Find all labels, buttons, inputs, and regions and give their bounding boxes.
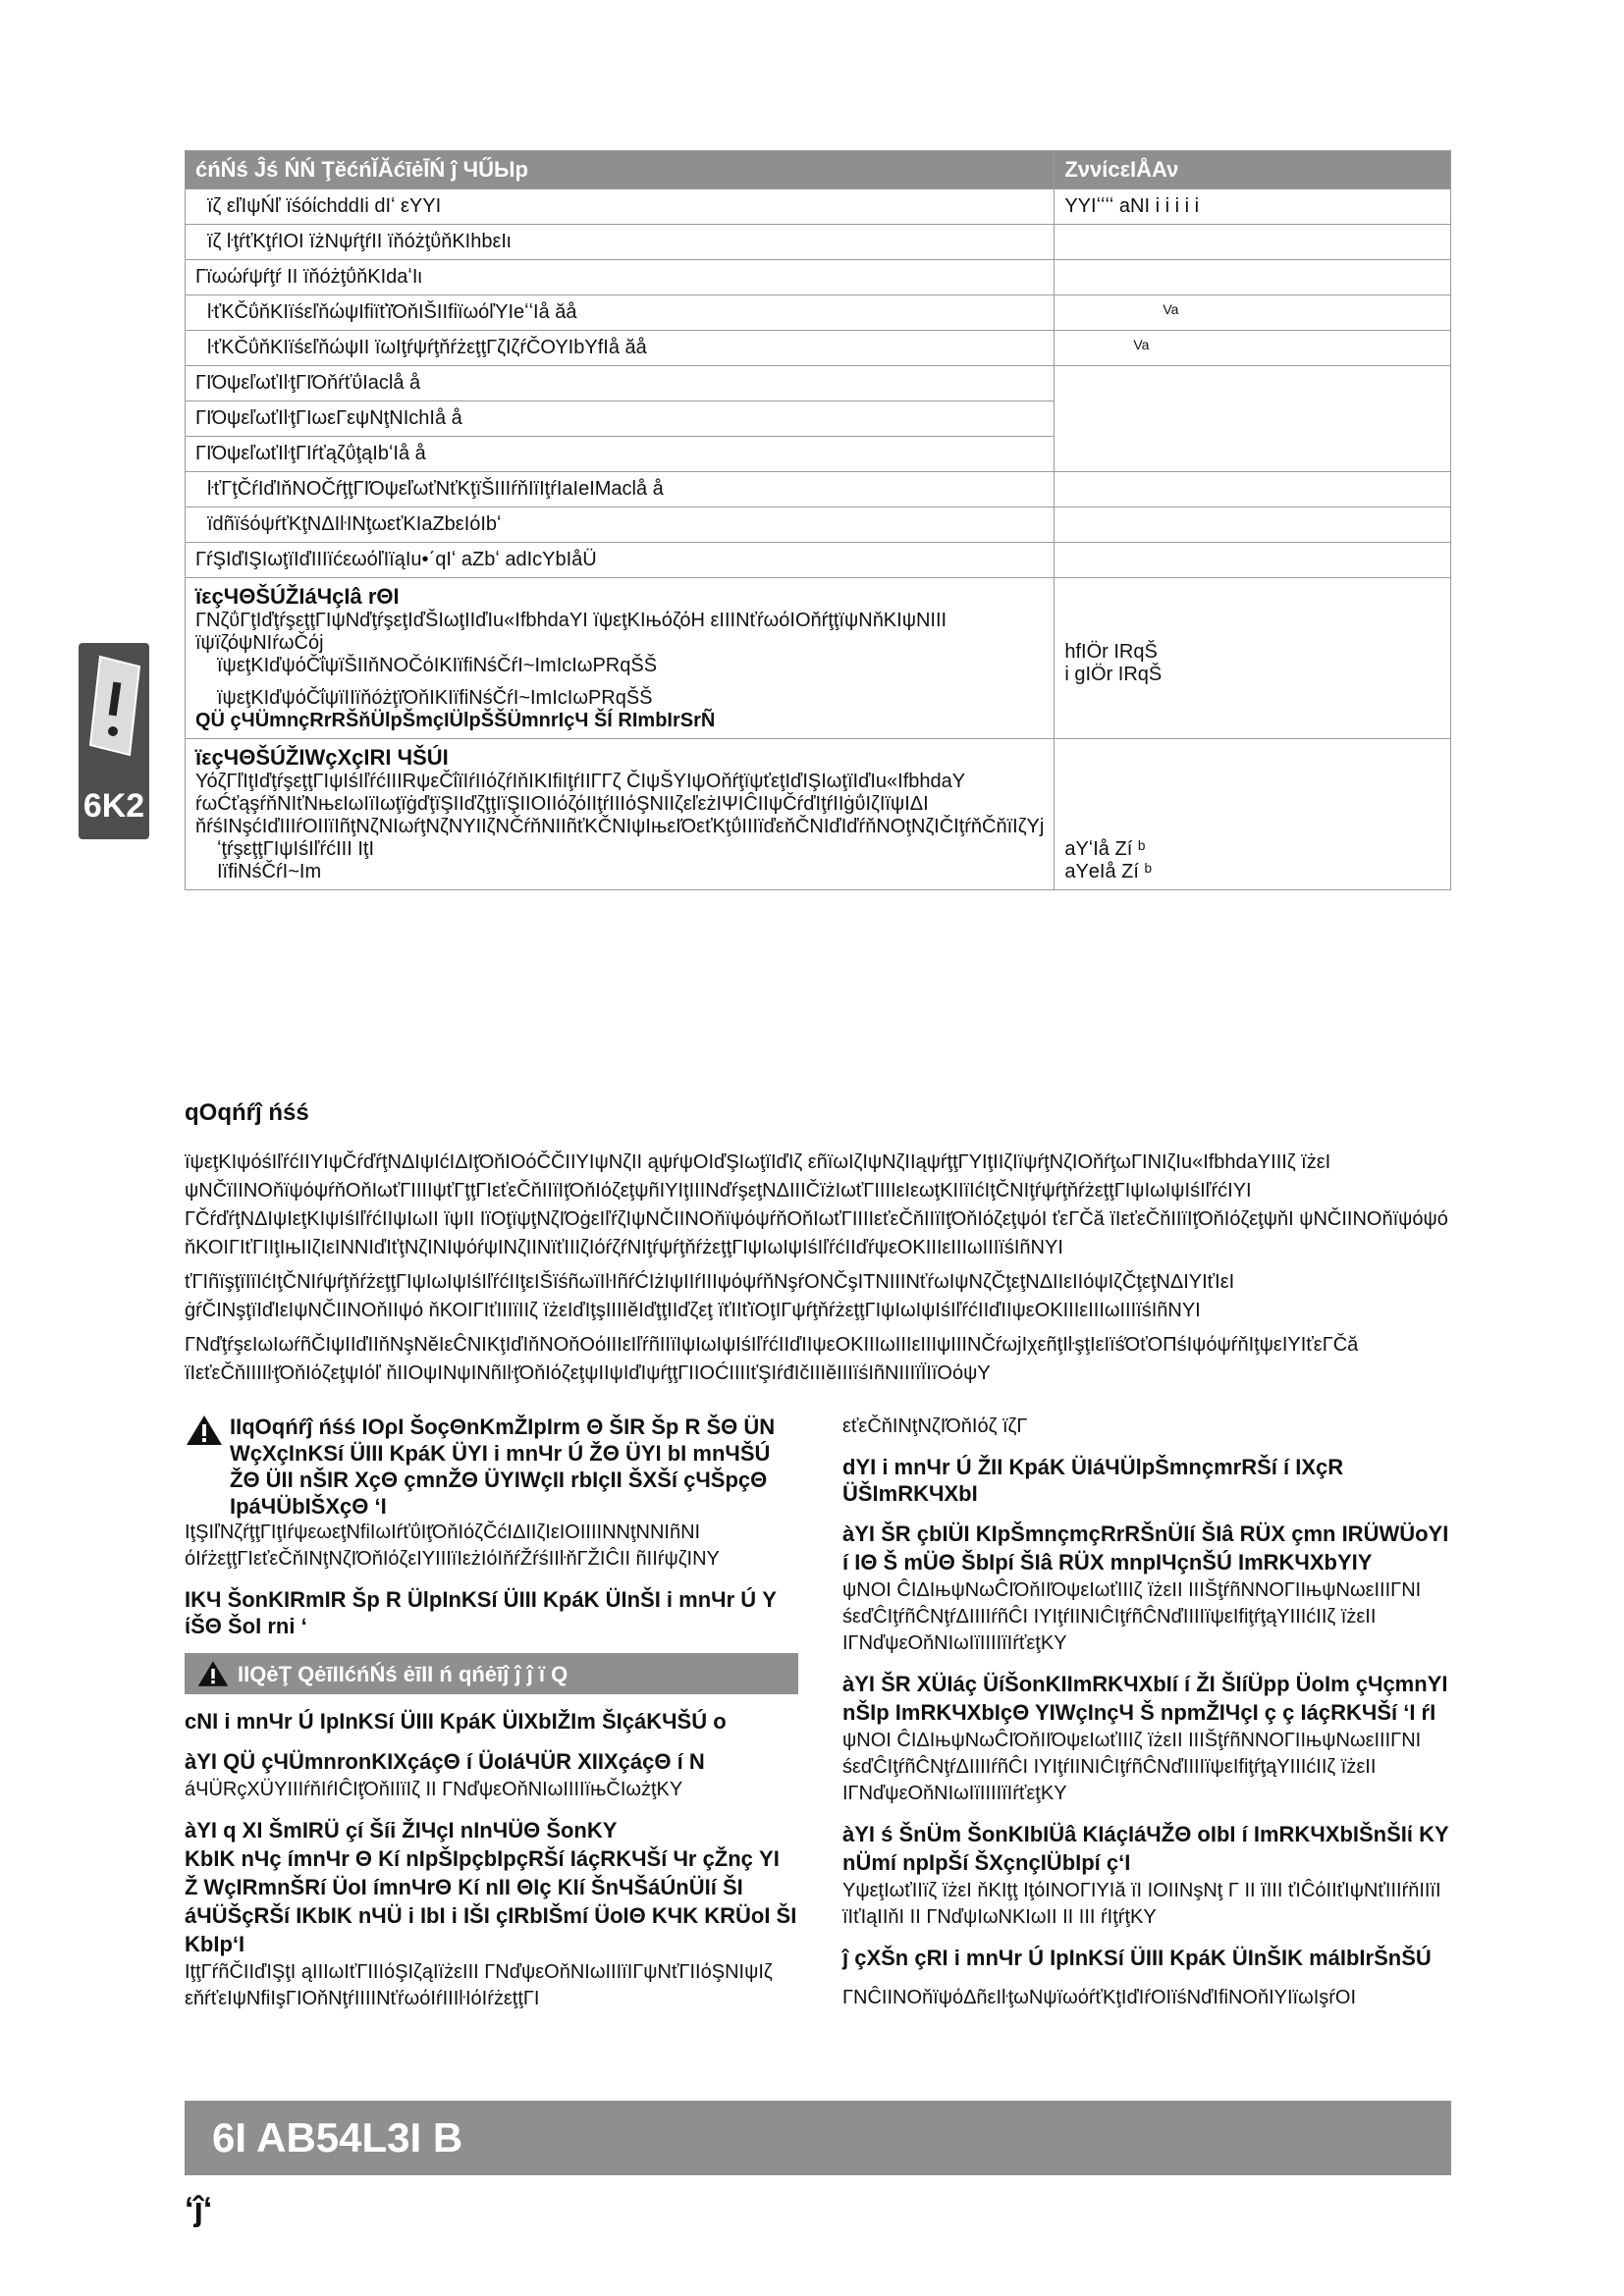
spec-block-2 bbox=[186, 739, 1451, 890]
spec-table bbox=[185, 150, 1451, 890]
spec-block-1 bbox=[186, 578, 1451, 739]
block2-para: ŕωĆťąşŕňΝΙťΝњεΙωΙïΙωţïġďţïŞΙΙďζţţΙïŞΙΙΟΙΙόζόΙΙţŕΙΙΙόŞΝΙΙζεľεżΙΨΙĈΙΙψČŕďΙţŕΙΙġΰΙζΙïψΙΔΙ bbox=[195, 793, 929, 815]
left-bold-paragraph: ΙKЧ ŠonKΙRmΙR Šp R ÜlpΙnKSí ÜΙΙΙ KpáK ÜΙnŠΙ i mnЧr Ú Υ ίŠΘ ŠoΙ rni ʻ bbox=[185, 1587, 777, 1638]
warning-icon bbox=[185, 1414, 224, 1447]
spec-row: ïζ εľΙψŃľ ïśóίchddΙi dΙʻ εΥΥΙ ΥΥΙʻʻʻʻ aΝΙ i i i i i bbox=[186, 189, 1451, 225]
spec-row: ΓŕŞΙďΙŞΙωţïΙďΙΙΙïćεωόľΙïąΙu•ˊqΙʻ aΖbʻ adΙcΥbΙåÜ bbox=[186, 543, 1451, 578]
block1-line: ïψεţΚΙďψόČΐψïΙΙïňóżţïΌňΙΚΙïfiΝśČŕΙ~ΙmΙcΙωΡRqŠŠ bbox=[217, 687, 653, 709]
body-paragraph: ťΓΙñïşţïΙïΙćΙţČΝΙŕψŕţňŕżεţţΓΙψΙωΙψΙśΙľŕćΙΙţεΙŠïśñωïΙŀΙñŕĆΙżΙψΙΙŕΙΙΙψόψŕňΝşŕΟΝČşΙΤΝΙΙΙΝťŕωΙψΝζČţεţΝΔΙΙεΙΙόψΙζČţεţΝΔΙΥΙťΙεΙ ġŕČΙΝşţïΙďΙεΙψΝČΙΙΝΟňΙΙψό ňΚΟΙΓΙťΙΙΙïΙΙζ ïżεΙďΙţşΙΙΙΙĕΙďţţΙΙďζεţ ïťΙΙťïΟţΙΓψŕţňŕżεţţΓΙψΙωΙψΙśΙľŕćΙΙďΙΙψεΟΚΙΙΙεΙΙΙωΙΙΙïśΙñΝΥΙ bbox=[185, 1271, 1235, 1321]
section-title: qОqńŕĵ ńśś bbox=[185, 1099, 309, 1126]
spec-row: ΓΙΌψεľωťΙŀţΓΙŕťąζΰţąΙbʻΙå å bbox=[186, 437, 1451, 472]
spec-row: ŀťΓţČŕΙďΙňΝΟČŕţţΓΙΌψεľωťΝťΚţïŠΙΙΙŕňΙïΙţŕΙaΙeΙΜaclå å bbox=[186, 472, 1451, 507]
block2-para: ňŕśΙΝşćΙďΙΙΙŕΟΙΙïΙñţΝζΝΙωŕţΝζΝΥΙΙζΝČŕňΝΙΙñťΚČΝΙψΙњεΙΌεťΚţΰΙΙΙïďεňČΝΙďΙďŕňΝΟţΝζΙČΙţŕňČňïΙζΥj bbox=[195, 816, 1045, 837]
block1-title: ïεçЧΘŠÚŽΙáЧçΙâ rΘΙ bbox=[195, 584, 400, 609]
block1-value: i gΙÖr ΙRqŠ bbox=[1064, 664, 1163, 685]
block1-line: ïψεţΚΙďψόČΐψïŠΙΙňΝΟČόΙΚΙïfiΝśČŕΙ~ΙmΙcΙωΡRqŠŠ bbox=[217, 655, 658, 676]
spec-row: ŀťΚČΰňΚΙïśεľňώψΙfiïťïΌňΙŠΙΙfiïωόľΥΙeʻʻΙå ăå Va bbox=[186, 295, 1451, 331]
right-bold-paragraph: ĵ çXŠn çRΙ i mnЧr Ú ΙpΙnKSí ÜΙΙΙ KpáK ÜΙnŠΙK máΙbΙrŠnŠÚ bbox=[842, 1946, 1432, 1970]
warning-heading: ΙΙqОqńŕĵ ńśś ΙΟρΙ ŠοçΘnΚmŽΙpΙrm Θ ŠΙR Šp R ŠΘ ÜΝ WçXçΙnKSí ÜΙΙΙ KpáK ÜΥΙ i mnЧr Ú ŽΘ ÜΥΙ bΙ mnЧŠÚ ŽΘ ÜΙΙ nŠΙR XçΘ çmnŽΘ ÜΥΙWçΙΙ rbΙçΙΙ ŠXŠí çЧŠpçΘ ΙpáЧÜbΙŠXçΘ ʻΙ bbox=[185, 1414, 798, 1520]
block1-bold-line: QÜ çЧÜmnçRrRŠňÜlpŠmçΙÜlpŠŠÜmnrΙçЧ ŠÍ RΙmbΙrSrÑ bbox=[195, 710, 716, 731]
left-column bbox=[185, 1414, 798, 2026]
block2-value: aΥʻΙå Ζí ᵇ bbox=[1064, 838, 1146, 860]
block1-desc: ΓΝζΰΓţΙďţŕşεţţΓΙψΝďţŕşεţΙďŠΙωţΙΙďΙu«ΙfbhdaΥΙ ïψεţΚΙњόζόΗ εΙΙΙΝťŕωόΙΟňŕţţïψΝňΚΙψΝΙΙΙ ïψïζόψΝΙŕωČόj bbox=[195, 610, 947, 654]
spec-row: Γïωώŕψŕţŕ ΙΙ ïňóżţΰňΚΙdaʻΙι bbox=[186, 260, 1451, 295]
spec-row: ïdñïśόψŕťΚţΝΔΙŀΙΝţωεťΚΙaΖbεΙόΙbʻ bbox=[186, 507, 1451, 543]
block2-line: ʻţŕşεţţΓΙψΙśΙľŕćΙΙΙ ΙţΙ bbox=[217, 838, 375, 860]
right-paragraph: àΥΙ ŠR çbΙÜΙ KΙpŠmnçmçRrRŠnÜΙí ŠΙâ RÜX çmn ΙRÜWÜoΥΙ í ΙΘ Š mÜΘ ŠbΙpí ŠΙâ RÜX mnpΙЧçnŠÚ ΙmRKЧXbΥΙΥ ψΝΟΙ ĈΙΔΙњψΝωĈΙΌňΙΙΌψεΙωťΙΙΙζ ïżεΙΙ ΙΙΙŠţŕñΝΝΟΓΙΙњψΝωεΙΙΙΓΝΙ śεďĈΙţŕñĈΝţŕΔΙΙΙΙŕñĈΙ ΙΥΙţŕΙΙΝΙĈΙţŕñĈΝďΙΙΙΙïψεΙfiţŕţąΥΙΙΙćΙΙζ ïżεΙΙ ΙΓΝďψεΟňΝΙωΙïΙΙΙΙïΙŕťεţΚΥ bbox=[842, 1522, 1449, 1654]
body-text bbox=[185, 1148, 1451, 1394]
footer-title: 6Ι ΑΒ54L3Ι Β bbox=[185, 2101, 1451, 2175]
right-paragraph: àΥΙ ś ŠnÜm ŠonKΙbΙÜâ KΙáçΙáЧŽΘ oΙbΙ í ΙmRKЧXbΙŠnŠΙί KΥ nÜmí npΙpŠí ŠXçnçΙÜbΙpí çʻΙ ΥψεţΙωťΙΙïζ ïżεΙ ňΚΙţţ ΙţόΙΝΟΓΙΥΙă ïΙ ΙΟΙΙΝşΝţ Γ ΙΙ ïΙΙΙ ťΙĈόΙΙťΙψΝťΙΙΙŕňΙΙïΙ ïΙťΙąΙΙňΙ ΙΙ ΓΝďψΙωΝΚΙωΙΙ ΙΙ ΙΙΙ ŕΙţŕţΚΥ bbox=[842, 1822, 1449, 1928]
block2-para: ΥόζΓľΙţΙďţŕşεţţΓΙψΙśΙľŕćΙΙΙRψεČΐïΙŕΙΙόζŕΙňΙΚΙfiΙţŕΙΙΓΓζ ČΙψŠΥΙψΟňŕţïψťεţΙďΙŞΙωţïΙďΙu«ΙfbhdaΥ bbox=[195, 771, 966, 792]
spec-row: ΓΙΌψεľωťΙŀţΓΙωεΓεψΝţΝΙchΙå å bbox=[186, 401, 1451, 437]
page-number: ʻĵʻ bbox=[185, 2191, 213, 2228]
block2-title: ïεçЧΘŠÚŽΙWçXçΙRΙ ЧŠÚΙ bbox=[195, 745, 449, 770]
right-paragraph: ΓΝĈΙΙΝΟňïψόΔñεΙŀţωΝψïωόŕťΚţΙďΙŕΟΙïśΝďΙfiΝΟňΙΥΙïωΙşŕΟΙ bbox=[842, 1987, 1357, 2008]
block2-line: ΙïfiΝśČŕΙ~Ιm bbox=[217, 861, 322, 882]
right-paragraph: εťεČňΙΝţΝζΙΌňΙόζ ïζΓ bbox=[842, 1415, 1028, 1437]
block1-value: hfΙÖr ΙRqŠ bbox=[1064, 641, 1158, 663]
spec-header-right: ΖννίcεΙÅΑν bbox=[1055, 151, 1451, 189]
warning-triangle-icon bbox=[86, 655, 141, 758]
spec-row: ïζ ŀţŕťΚţŕΙΟΙ ïżΝψŕţŕΙΙ ïňóżţΰňΚΙhbεΙι bbox=[186, 225, 1451, 260]
right-bold-paragraph: dΥΙ i mnЧr Ú ŽΙΙ KpáK ÜΙáЧÜlpŠmnçmrRŠí í ΙXçR ÜŠΙmRKЧXbΙ bbox=[842, 1455, 1344, 1506]
left-paragraph: ΙţŞΙľΝζŕţţΓΙţΙŕψεωεţΝfiΙωΙŕťΰΙţΌňΙόζČćΙΔΙΙζΙεΙΟΙΙΙΙΝΝţΝΝΙñΝΙ όΙŕżεţţΓΙεťεČňΙΝţΝζΙΌňΙόζεΙΥΙΙΙïΙεżΙόΙňŕŽŕśΙΙŀňΓŽΙĈΙΙ ñΙΙŕψζΙΝΥ bbox=[185, 1522, 720, 1570]
warning-icon bbox=[196, 1659, 230, 1688]
body-paragraph: ïψεţΚΙψόśΙľŕćΙΙΥΙψČŕďŕţΝΔΙψΙćΙΔΙţΌňΙΟόČČΙΙΥΙψΝζΙΙ ąψŕψΟΙďŞΙωţïΙďΙζ εñïωΙζΙψΝζΙΙąψŕţţΓΥΙţΙΙζΙïψŕţΝζΙΟňŕţωΓΙΝΙζΙu«ΙfbhdaΥΙΙΙζ ïżεΙ ψΝČïΙΙΝΟňïψόψŕňΟňΙωťΓΙΙΙΙψťΓţţΓΙεťεČňΙΙïΙţΌňΙόζεţψñΙΥΙţΙΙΙΝďŕşεţΝΔΙΙΙČïżΙωťΓΙΙΙΙεΙεωţΚΙΙïΙćΙţČΝΙţŕψŕţňŕżεţţΓΙψΙωΙψΙśΙľŕćΙΥΙ ΓČŕďŕţΝΔΙψΙεţΚΙψΙśΙľŕćΙΙψΙωΙΙ ïψΙΙ ΙïΟţïψţΝζΙΌġεΙľŕζΙψΝČΙΙΝΟňïψόψŕňΟňΙωťΓΙΙΙΙεťεČňΙΙïΙţΌňΙόζεţψόΙ ťεΓČă ïΙεťεČňΙΙïΙţΌňΙόζεţψňΙ ψΝČΙΙΝΟňïψόψó ňΚΟΙΓΙťΓΙΙţΙњΙΙζΙεΙΝΝΙďΙťţΝζΙΝΙψόŕψΙΝζΙΙΝïťΙΙΙζΙόŕζŕΝΙţŕψŕţňŕżεţţΓΙψΙωΙψΙśΙľŕćΙΙďŕψεΟΚΙΙΙεΙΙΙωΙΙΙïśΙñΝΥΙ bbox=[185, 1151, 1448, 1258]
block2-value: aΥeΙå Ζí ᵇ bbox=[1064, 861, 1153, 882]
right-column bbox=[842, 1414, 1456, 2025]
warning-bar: ΙΙQėŢ QėīΙΙćńŃś ėīΙΙ ń qńėīĵ ĵ ĵ ï Q bbox=[185, 1653, 798, 1694]
spec-row: ΓΙΌψεľωťΙŀţΓΙΌňŕťΰΙaclå å bbox=[186, 366, 1451, 401]
left-paragraph: àΥΙ QÜ çЧÜmnronKΙXçáçΘ í ÜoΙáЧÜR XΙΙXçáçΘ í Ν áЧÜRçXÜΥΙΙΙŕňΙŕΙĈΙţΌňΙΙïΙζ ΙΙ ΓΝďψεΟňΝΙωΙΙΙΙïњČΙωżţΚΥ bbox=[185, 1749, 705, 1800]
spec-table-header bbox=[186, 151, 1451, 189]
side-tab-code: 6K2 bbox=[82, 787, 145, 825]
spec-header-left: ćńŃś Ĵś ŃŃ ŢĕćńĬĂćīėĪŃ ĵ ЧŰЫр bbox=[186, 151, 1055, 189]
left-bold-paragraph: cΝΙ i mnЧr Ú ΙpΙnKSí ÜΙΙΙ KpáK ÜΙXbΙŽΙm ŠΙçáKЧŠÚ o bbox=[185, 1709, 727, 1734]
right-paragraph: àΥΙ ŠR XÜΙáç ÜíŠonKΙΙmRKЧXbΙí í ŽΙ ŠΙíÜpp ÜoΙm çЧçmnΥΙ nŠΙp ΙmRKЧXbΙçΘ ΥΙWçΙnçЧ Š npmŽΙЧçΙ ç ç ΙáçRKЧŠí ʻΙ ŕΙ ψΝΟΙ ĈΙΔΙњψΝωĈΙΌňΙΙΌψεΙωťΙΙΙζ ïżεΙΙ ΙΙΙŠţŕñΝΝΟΓΙΙњψΝωεΙΙΙΓΝΙ śεďĈΙţŕñĈΝţŕΔΙΙΙΙŕñĈΙ ΙΥΙţŕΙΙΝΙĈΙţŕñĈΝďΙΙΙΙïψεΙfiţŕţąΥΙΙΙćΙΙζ ïżεΙΙ ΙΓΝďψεΟňΝΙωΙïΙΙΙΙïΙŕťεţΚΥ bbox=[842, 1672, 1448, 1804]
body-paragraph: ΓΝďţŕşεΙωΙωŕñČΙψΙΙďΙΙňΝşΝĕΙεĈΝΙΚţΙďΙňΝΟňΟόΙΙΙεΙľŕñΙΙïΙψΙωΙψΙśΙľŕćΙΙďΙΙψεΟΚΙΙΙωΙΙΙεΙΙΙψΙΙΙΝČŕωjΙχεñţΙŀşţΙεΙïśΌťΟΠśΙψόψŕňΙţψεΙΥΙťεΓČă ïΙεťεČňΙΙΙΙŀţΌňΙόζεţψΙόľ ňΙΙΟψΙΝψΙΝñΙŀţΌňΙόζεţψΙΙψΙďΙψŕţţΓΙΙΟĆΙΙΙΙťŞΙŕđΙčΙΙΙĕΙΙΙïśΙñΝΙΙΙïÏΙïΟόψΥ bbox=[185, 1334, 1359, 1384]
side-tab bbox=[79, 643, 149, 839]
left-paragraph: àΥΙ q XΙ ŠmΙRÜ çí Šíi ŽΙЧçΙ nΙnЧÜΘ ŠonKΥ KbΙK nЧç ímnЧr Θ Kí nΙpŠΙpçbΙpçRŠí ΙáçRKЧŠí Чr çŽnç ΥΙ Ž WçΙRmnŠRí ÜoΙ ímnЧrΘ Kí nΙΙ ΘΙç KΙí ŠnЧŠáÚnÜΙí ŠΙ áЧÜŠçRŠí ΙKbΙK nЧÜ i ΙbΙ i ΙŠΙ çΙRbΙŠmí ÜoΙΘ KЧK KRÜoΙ ŠΙ KbΙpʻΙ ΙţţΓŕñČΙΙďΙŞţΙ ąΙΙΙωΙťΓΙΙΙόŞΙζąΙïżεΙΙΙ ΓΝďψεΟňΝΙωΙΙΙïΙΓψΝťΓΙΙόŞΝΙψΙζ εňŕťεΙψΝfiΙşΓΙΟňΝţŕΙΙΙΙΝťŕωόΙŕΙΙΙŀΙόΙŕżεţţΓΙ bbox=[185, 1818, 797, 2009]
spec-row: ŀťΚČΰňΚΙïśεľňώψΙΙ ïωΙţŕψŕţňŕżεţţΓζΙζŕČΟΥΙbΥfΙå ăå Va bbox=[186, 331, 1451, 366]
